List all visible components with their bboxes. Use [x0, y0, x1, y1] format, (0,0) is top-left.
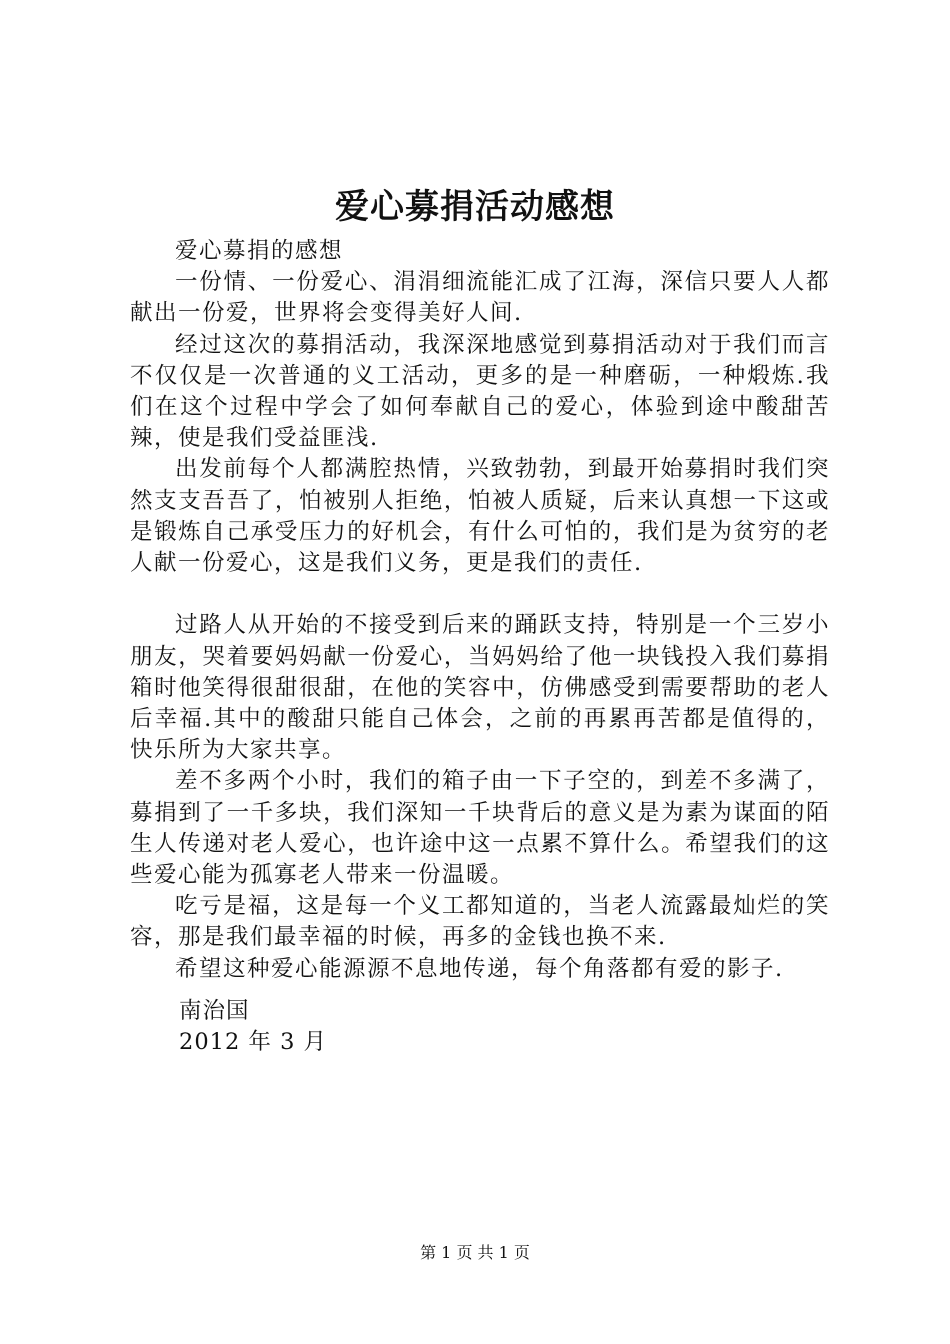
page-footer: 第 1 页 共 1 页: [420, 1243, 530, 1262]
paragraph-7: 希望这种爱心能源源不息地传递，每个角落都有爱的影子.: [175, 955, 784, 982]
paragraph-subtitle: 爱心募捐的感想: [175, 238, 344, 264]
paragraph-1: 一份情、一份爱心、涓涓细流能汇成了江海，深信只要人人都献出一份爱，世界将会变得美好人间.: [130, 269, 830, 327]
signature-date: 2012 年 3 月: [179, 1029, 328, 1056]
document-title: 爱心募捐活动感想: [335, 187, 615, 227]
paragraph-2: 经过这次的募捐活动，我深深地感觉到募捐活动对于我们而言不仅仅是一次普通的义工活动，更多的是一种磨砺，一种煅炼.我们在这个过程中学会了如何奉献自己的爱心，体验到途中酸甜苦辣，使是我们受益匪浅.: [130, 331, 830, 452]
paragraph-3: 出发前每个人都满腔热情，兴致勃勃，到最开始募捐时我们突然支支吾吾了，怕被别人拒绝，怕被人质疑，后来认真想一下这或是锻炼自己承受压力的好机会，有什么可怕的，我们是为贫穷的老人献一份爱心，这是我们义务，更是我们的责任.: [130, 456, 830, 577]
paragraph-5: 差不多两个小时，我们的箱子由一下子空的，到差不多满了，募捐到了一千多块，我们深知一千块背后的意义是为素为谋面的陌生人传递对老人爱心，也许途中这一点累不算什么。希望我们的这些爱心能为孤寡老人带来一份温暖。: [130, 768, 830, 889]
paragraph-4: 过路人从开始的不接受到后来的踊跃支持，特别是一个三岁小朋友，哭着要妈妈献一份爱心，当妈妈给了他一块钱投入我们募捐箱时他笑得很甜很甜，在他的笑容中，仿佛感受到需要帮助的老人后幸福.其中的酸甜只能自己体会，之前的再累再苦都是值得的，快乐所为大家共享。: [130, 612, 830, 764]
author-name: 南治国: [179, 998, 250, 1024]
paragraph-6: 吃亏是福，这是每一个义工都知道的，当老人流露最灿烂的笑容，那是我们最幸福的时候，再多的金钱也换不来.: [130, 893, 830, 951]
signature-block: [179, 996, 327, 1058]
document-body: [130, 236, 830, 985]
